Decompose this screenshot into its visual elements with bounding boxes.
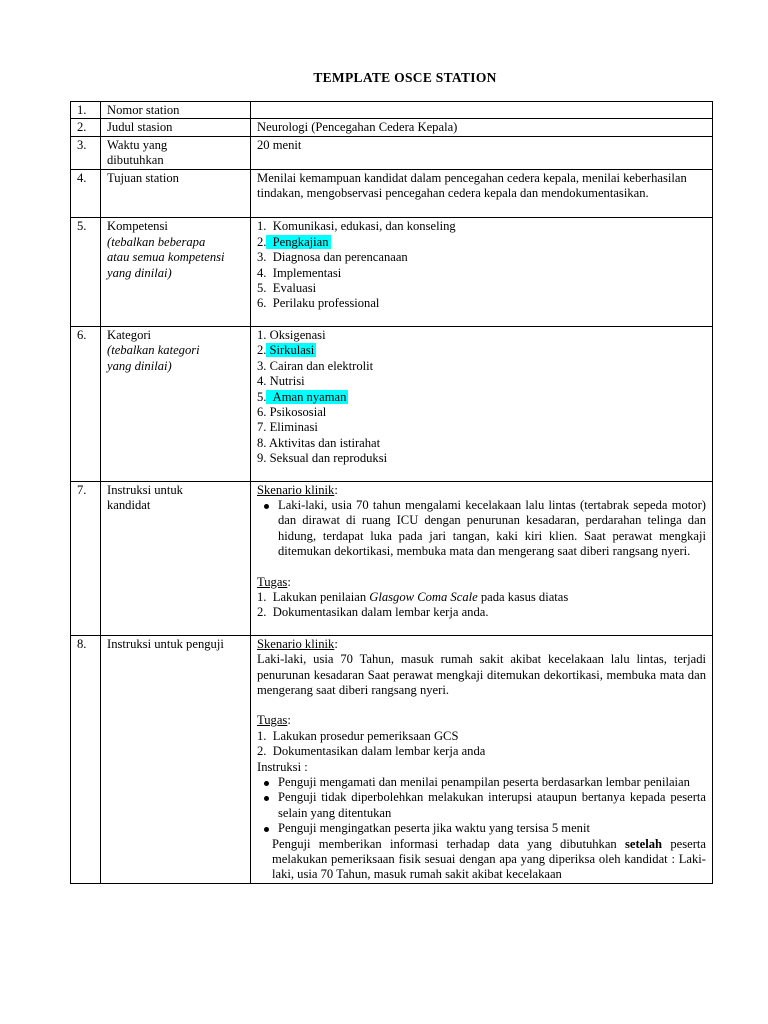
row-label — [101, 136, 251, 169]
row-label: Nomor station — [101, 102, 251, 119]
row-number: 1. — [71, 102, 101, 119]
label-note: yang dinilai) — [107, 358, 172, 373]
row-label — [101, 481, 251, 635]
row-number: 7. — [71, 481, 101, 635]
label-title: Kategori — [107, 327, 152, 342]
page-title: TEMPLATE OSCE STATION — [313, 70, 497, 85]
row-number: 4. — [71, 169, 101, 218]
label-note: (tebalkan kategori — [107, 343, 200, 358]
category-item: 1. Oksigenasi — [257, 327, 326, 342]
row-label — [101, 218, 251, 326]
task-item: 1. Lakukan prosedur pemeriksaan GCS — [257, 728, 459, 743]
task-item: 1. Lakukan penilaian Glasgow Coma Scale pada kasus diatas — [257, 589, 569, 604]
row-kompetensi — [71, 218, 713, 326]
instruction-bullet: Penguji mengamati dan menilai penampilan peserta berdasarkan lembar penilaian — [278, 775, 706, 790]
label-note: (tebalkan beberapa — [107, 234, 206, 249]
highlighted-text: Sirkulasi — [266, 343, 316, 357]
label-line: dibutuhkan — [107, 153, 164, 168]
final-instruction: Penguji memberikan informasi terhadap data yang dibutuhkan setelah peserta melakukan pemeriksaan fisik sesuai dengan apa yang diperiksa oleh kandidat : Laki-laki, usia 70 Tahun, masuk rumah sakit akibat kecelakaan — [272, 836, 706, 882]
row-kategori — [71, 326, 713, 481]
competency-item: 5. Evaluasi — [257, 281, 317, 296]
category-item: 3. Cairan dan elektrolit — [257, 358, 374, 373]
row-number: 2. — [71, 119, 101, 136]
row-value: 20 menit — [251, 136, 713, 169]
label-note: atau semua kompetensi — [107, 250, 225, 265]
row-label: Judul stasion — [101, 119, 251, 136]
row-number: 8. — [71, 635, 101, 883]
highlighted-text: Aman nyaman — [266, 390, 348, 404]
task-item: 2. Dokumentasikan dalam lembar kerja anda. — [257, 605, 489, 620]
row-value: Neurologi (Pencegahan Cedera Kepala) — [251, 119, 713, 136]
row-judul-stasion — [71, 119, 713, 136]
competency-item: 4. Implementasi — [257, 265, 342, 280]
scenario-text: Laki-laki, usia 70 Tahun, masuk rumah sakit akibat kecelakaan lalu lintas, terjadi penurunan kesadaran Saat perawat mengkaji ditemukan dekortikasi, membuka mata dan mengerang saat diberi rangsang nyeri. — [257, 652, 706, 697]
category-item: 9. Seksual dan reproduksi — [257, 451, 388, 466]
instruction-bullet: Penguji tidak diperbolehkan melakukan interupsi ataupun bertanya kepada peserta selain yang ditentukan — [278, 790, 706, 820]
row-instruksi-kandidat — [71, 481, 713, 635]
label-line: kandidat — [107, 497, 151, 512]
scenario-text: Laki-laki, usia 70 tahun mengalami kecelakaan lalu lintas (tertabrak sepeda motor) dan dirawat di ruang ICU dengan penurunan kesadaran, perdarahan telinga dan hidung, terdapat luka pada jari tangan, kaki kiri klien. Saat perawat mengkaji ditemukan dekortikasi, membuka mata dan mengerang saat diberi rangsang nyeri. — [278, 497, 706, 559]
competency-list — [251, 218, 713, 326]
category-item: 8. Aktivitas dan istirahat — [257, 435, 381, 450]
row-waktu — [71, 136, 713, 169]
label-title: Kompetensi — [107, 219, 168, 234]
row-label: Tujuan station — [101, 169, 251, 218]
label-line: Waktu yang — [107, 137, 168, 152]
category-item: 4. Nutrisi — [257, 374, 305, 389]
scenario-heading: Skenario klinik: — [257, 482, 338, 497]
task-heading: Tugas: — [257, 713, 291, 728]
row-instruksi-penguji — [71, 635, 713, 883]
category-item: 6. Psikososial — [257, 404, 327, 419]
osce-template-table — [70, 101, 713, 884]
row-number: 5. — [71, 218, 101, 326]
row-value: Menilai kemampuan kandidat dalam pencegahan cedera kepala, menilai keberhasilan tindakan, mengobservasi pencegahan cedera kepala dan mendokumentasikan. — [251, 169, 713, 218]
competency-item: 1. Komunikasi, edukasi, dan konseling — [257, 219, 456, 234]
task-heading: Tugas: — [257, 574, 291, 589]
label-note: yang dinilai) — [107, 265, 172, 280]
row-number: 3. — [71, 136, 101, 169]
instruction-bullet: Penguji mengingatkan peserta jika waktu yang tersisa 5 menit — [278, 821, 706, 836]
competency-item: 2. Pengkajian — [257, 234, 329, 249]
scenario-heading: Skenario klinik: — [257, 636, 338, 651]
category-list — [251, 326, 713, 481]
row-label: Instruksi untuk penguji — [101, 635, 251, 883]
category-item: 2. Sirkulasi — [257, 343, 315, 358]
label-line: Instruksi untuk — [107, 482, 183, 497]
row-label — [101, 326, 251, 481]
candidate-instructions — [251, 481, 713, 635]
competency-item: 6. Perilaku professional — [257, 296, 380, 311]
examiner-instructions — [251, 635, 713, 883]
instruction-heading: Instruksi : — [257, 759, 308, 774]
row-number: 6. — [71, 326, 101, 481]
task-item: 2. Dokumentasikan dalam lembar kerja anda — [257, 744, 486, 759]
row-nomor-station — [71, 102, 713, 119]
highlighted-text: Pengkajian — [266, 235, 330, 249]
category-item: 7. Eliminasi — [257, 420, 318, 435]
competency-item: 3. Diagnosa dan perencanaan — [257, 250, 408, 265]
row-tujuan — [71, 169, 713, 218]
category-item: 5. Aman nyaman — [257, 389, 347, 404]
row-value — [251, 102, 713, 119]
